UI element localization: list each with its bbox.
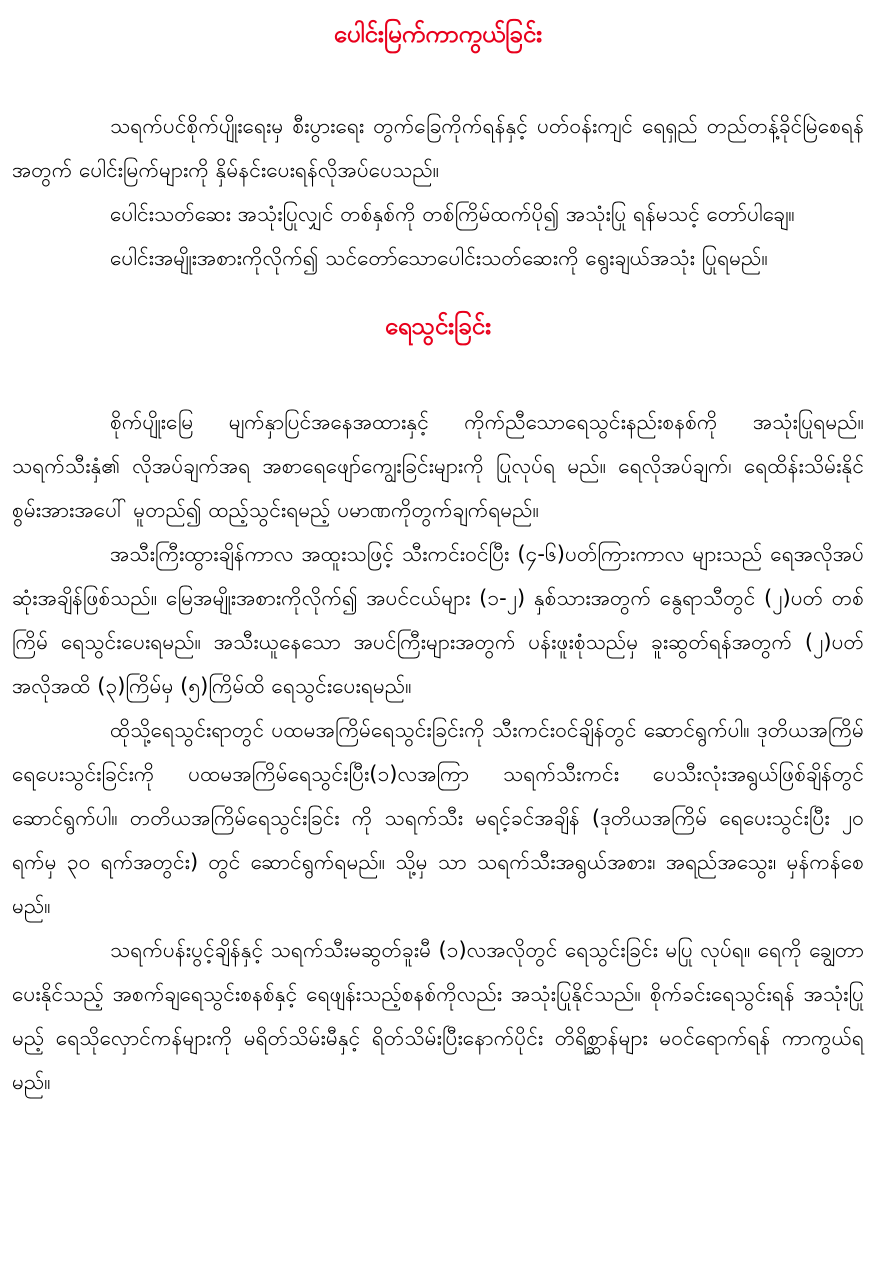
paragraph: သရက်ပင်စိုက်ပျိုးရေးမှ စီးပွားရေး တွက်ခြေကိုက်ရန်နှင့် ပတ်ဝန်းကျင် ရေရှည် တည်တန့်ခိုင်မြဲစေရန်အတွက် ပေါင်းမြက်များကို နှိမ်နင်းပေးရန်လိုအပ်ပေသည်။ (12, 114, 864, 182)
paragraph: ထိုသို့ရေသွင်းရာတွင် ပထမအကြိမ်ရေသွင်းခြင်းကို သီးကင်းဝင်ချိန်တွင် ဆောင်ရွက်ပါ။ ဒုတိယအကြိမ်ရေပေးသွင်းခြင်းကို ပထမအကြိမ်ရေသွင်းပြီး(၁)လအကြာ သရက်သီးကင်း ပေသီးလုံးအရွယ်ဖြစ်ချိန်တွင် ဆောင်ရွက်ပါ။ တတိယအကြိမ်ရေသွင်းခြင်း ကို သရက်သီး မရင့်ခင်အချိန် (ဒုတိယအကြိမ် ရေပေးသွင်းပြီး ၂၀ ရက်မှ ၃၀ ရက်အတွင်း) တွင် ဆောင်ရွက်ရမည်။ သို့မှ သာ သရက်သီးအရွယ်အစား၊ အရည်အသွေး၊ မှန်ကန်စေ မည်။ (12, 718, 864, 918)
section-irrigation-body (12, 400, 864, 1104)
paragraph: ပေါင်းသတ်ဆေး အသုံးပြုလျှင် တစ်နှစ်ကို တစ်ကြိမ်ထက်ပို၍ အသုံးပြု ရန်မသင့် တော်ပါချေ။ (110, 202, 795, 226)
paragraph: အသီးကြီးထွားချိန်ကာလ အထူးသဖြင့် သီးကင်းဝင်ပြီး (၄-၆)ပတ်ကြားကာလ များသည် ရေအလိုအပ်ဆုံးအချိန်ဖြစ်သည်။ မြေအမျိုးအစားကိုလိုက်၍ အပင်ငယ်များ (၁-၂) နှစ်သားအတွက် နွေရာသီတွင် (၂)ပတ် တစ်ကြိမ် ရေသွင်းပေးရမည်။ အသီးယူနေသော အပင်ကြီးများအတွက် ပန်းဖူးစုံသည်မှ ခူးဆွတ်ရန်အတွက် (၂)ပတ် အလိုအထိ (၃)ကြိမ်မှ (၅)ကြိမ်ထိ ရေသွင်းပေးရမည်။ (12, 542, 864, 698)
section-weed-control-body (12, 104, 864, 280)
paragraph: သရက်ပန်းပွင့်ချိန်နှင့် သရက်သီးမဆွတ်ခူးမီ (၁)လအလိုတွင် ရေသွင်းခြင်း မပြု လုပ်ရ။ ရေကို ချွေတာပေးနိုင်သည့် အစက်ချရေသွင်းစနစ်နှင့် ရေဖျန်းသည့်စနစ်ကိုလည်း အသုံးပြုနိုင်သည်။ စိုက်ခင်းရေသွင်းရန် အသုံးပြုမည့် ရေသိုလှောင်ကန်များကို မရိတ်သိမ်းမီနှင့် ရိတ်သိမ်းပြီးနောက်ပိုင်း တိရိစ္ဆာန်များ မဝင်ရောက်ရန် ကာကွယ်ရမည်။ (12, 938, 864, 1094)
section-heading-weed-control: ပေါင်းမြက်ကာကွယ်ခြင်း (333, 20, 543, 48)
section-heading-irrigation: ရေသွင်းခြင်း (384, 312, 492, 340)
paragraph: ပေါင်းအမျိုးအစားကိုလိုက်၍ သင်တော်သောပေါင်းသတ်ဆေးကို ရွေးချယ်အသုံး ပြုရမည်။ (110, 246, 768, 270)
document-page (12, 0, 864, 1104)
paragraph: စိုက်ပျိုးမြေ မျက်နှာပြင်အနေအထားနှင့် ကိုက်ညီသောရေသွင်းနည်းစနစ်ကို အသုံးပြုရမည်။ သရက်သီးနှံ၏ လိုအပ်ချက်အရ အစာရေဖျော်ကျွေးခြင်းများကို ပြုလုပ်ရ မည်။ ရေလိုအပ်ချက်၊ ရေထိန်းသိမ်းနိုင်စွမ်းအားအပေါ် မူတည်၍ ထည့်သွင်းရမည့် ပမာဏကိုတွက်ချက်ရမည်။ (12, 410, 864, 522)
